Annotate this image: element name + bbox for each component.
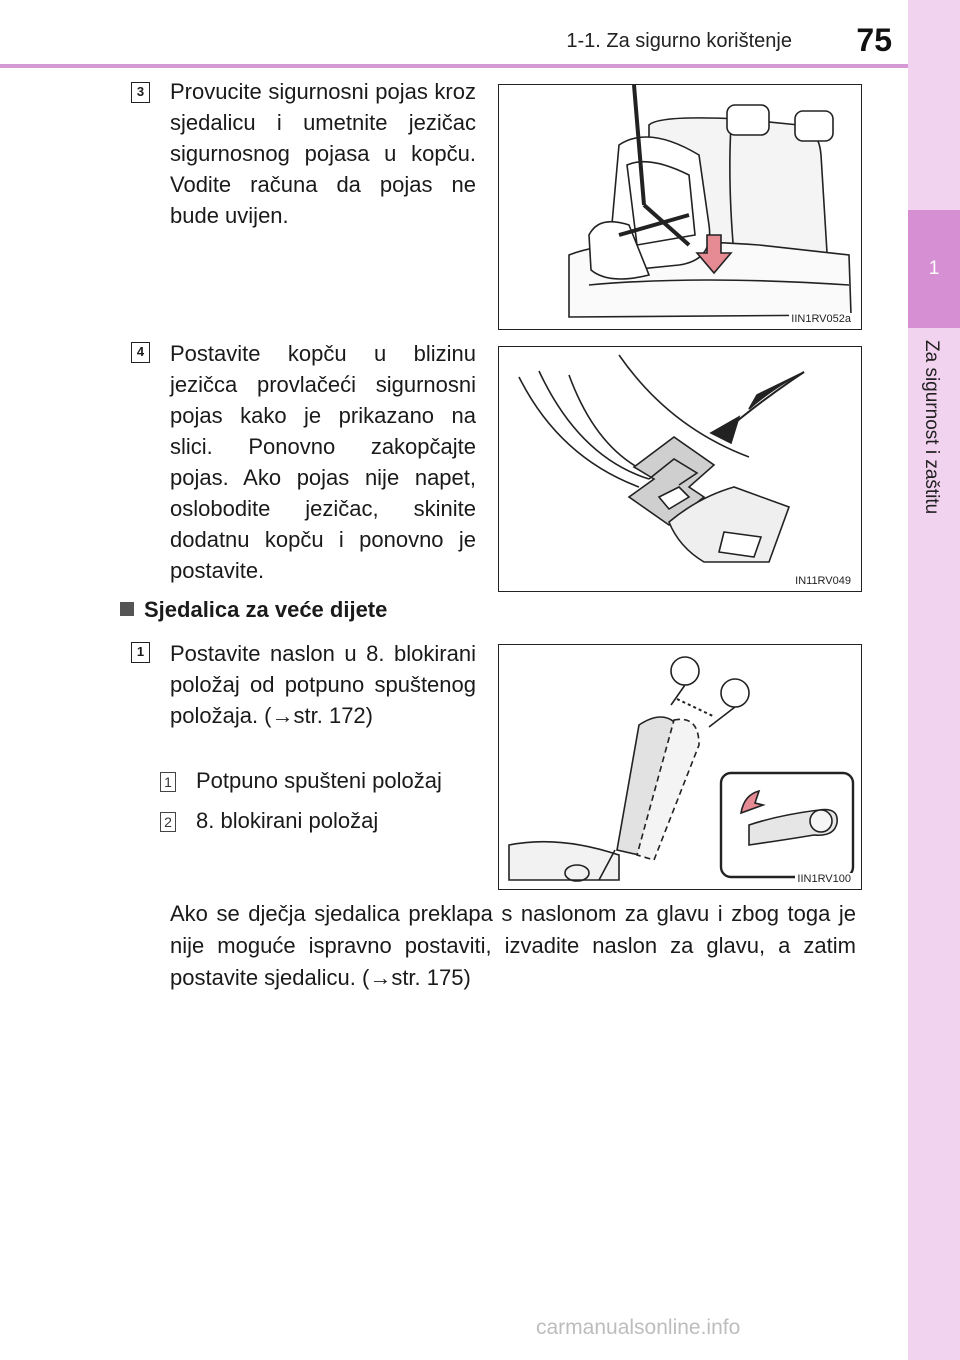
legend-number: 2 <box>160 812 176 832</box>
figure-code: IIN1RV100 <box>797 873 851 885</box>
chapter-title: Za sigurnost i zaštitu <box>921 340 942 515</box>
child-seat-illustration <box>499 85 862 330</box>
section-heading <box>120 597 387 623</box>
step-text: Postavite naslon u 8. blokirani položaj od potpuno spuštenog položaja. (→str. 172) <box>170 641 476 728</box>
step-text: Provucite sigurnosni pojas kroz sjedalicu i umetnite jezičac sigurnosnog pojasa u kopču. Vodite računa da pojas ne bude uvijen. <box>170 79 476 228</box>
step-number-box: 3 <box>131 82 150 103</box>
section-heading-text: Sjedalica za veće dijete <box>144 597 388 622</box>
header-divider <box>0 64 908 68</box>
legend-number: 1 <box>160 772 176 792</box>
section-title: 1-1. Za sigurno korištenje <box>566 30 792 52</box>
square-bullet-icon <box>120 602 134 616</box>
step-text: Postavite kopču u blizinu jezičca provlačeći sigurnosni pojas kako je prikazano na slici. Ponovno zakopčajte pojas. Ako pojas nije napet, oslobodite jezičac, skinite dodatnu kopču i ponovno je postavite. <box>170 341 476 583</box>
figure-seatback-positions <box>498 644 862 890</box>
figure-code: IIN1RV052a <box>791 313 851 325</box>
locking-clip-illustration <box>499 347 862 592</box>
page-number: 75 <box>856 22 892 58</box>
seatback-illustration <box>499 645 862 890</box>
legend-label: 8. blokirani položaj <box>196 808 379 833</box>
chapter-tab <box>908 0 960 1360</box>
watermark: carmanualsonline.info <box>536 1316 741 1339</box>
step-number-box: 1 <box>131 642 150 663</box>
chapter-number: 1 <box>928 258 940 279</box>
legend-label: Potpuno spušteni položaj <box>196 768 442 793</box>
figure-child-seat-belt <box>498 84 862 330</box>
note-paragraph: Ako se dječja sjedalica preklapa s naslonom za glavu i zbog toga je nije moguće ispravno postaviti, izvadite naslon za glavu, a zatim postavite sjedalicu. (→str. 175) <box>170 901 856 990</box>
figure-locking-clip <box>498 346 862 592</box>
figure-code: IN11RV049 <box>795 575 851 587</box>
step-number-box: 4 <box>131 342 150 363</box>
